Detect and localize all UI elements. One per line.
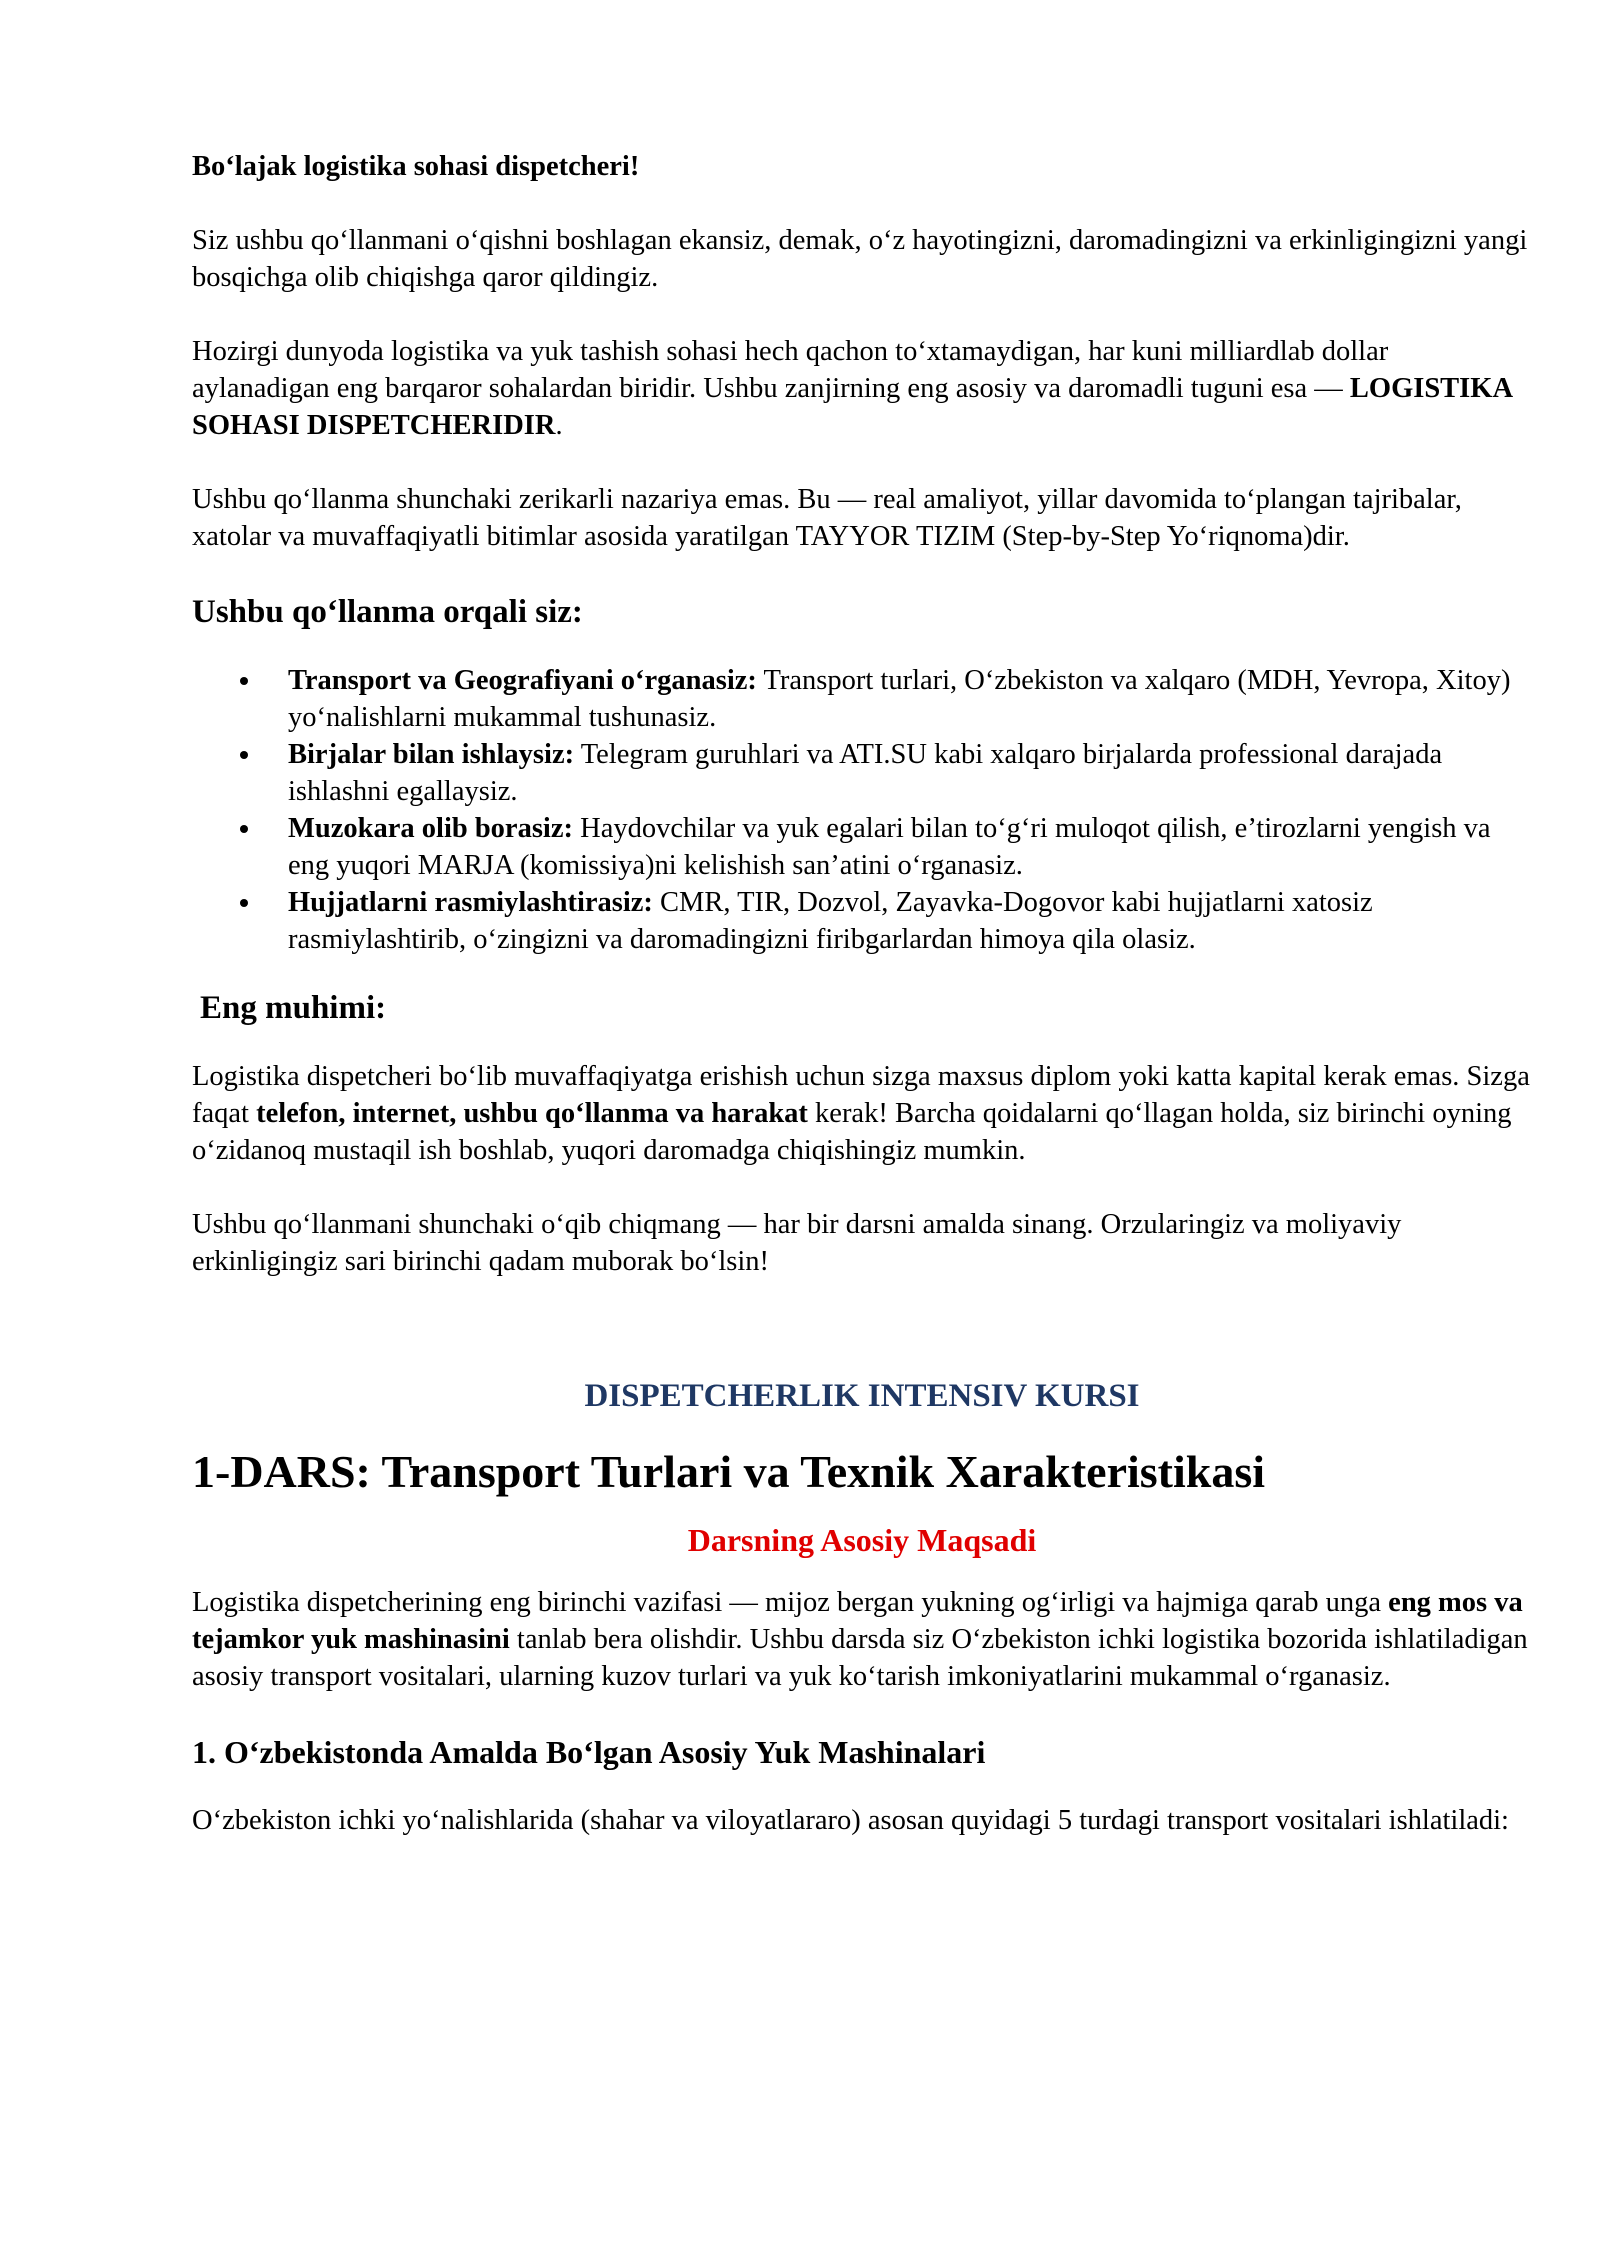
intro-paragraph-1: Siz ushbu qo‘llanmani o‘qishni boshlagan ekansiz, demak, o‘z hayotingizni, daromadingizni va erkinligingizni yangi bosqichga olib chiqishga qaror qildingiz.	[192, 225, 1528, 293]
important-paragraph-1-end: kerak! Barcha qoidalarni qo‘llagan holda, siz birinchi oyning o‘zidanoq mustaqil ish boshlab, yuqori daromadga chiqishingiz mumkin.	[192, 1098, 1512, 1166]
benefits-list	[192, 662, 1532, 958]
important-paragraph-2: Ushbu qo‘llanmani shunchaki o‘qib chiqmang — har bir darsni amalda sinang. Orzularingiz va moliyaviy erkinligingiz sari birinchi qadam muborak bo‘lsin!	[192, 1209, 1402, 1277]
important-heading: Eng muhimi:	[200, 990, 387, 1026]
benefits-heading: Ushbu qo‘llanma orqali siz:	[192, 594, 583, 630]
list-item	[288, 662, 1532, 736]
intro-paragraph-2	[192, 333, 1532, 444]
goal-paragraph-end: tanlab bera olishdir. Ushbu darsda siz O‘zbekiston ichki logistika bozorida ishlatiladigan asosiy transport vositalari, ularning kuzov turlari va yuk ko‘tarish imkoniyatlarini mukammal o‘rganasiz.	[192, 1624, 1528, 1692]
goal-title: Darsning Asosiy Maqsadi	[687, 1522, 1037, 1558]
list-item-bold: Hujjatlarni rasmiylashtirasiz:	[288, 887, 653, 918]
important-paragraph-1	[192, 1058, 1532, 1169]
important-paragraph-1-emphasis: telefon, internet, ushbu qo‘llanma va harakat	[256, 1098, 808, 1129]
list-item-text: Haydovchilar va yuk egalari bilan to‘g‘ri muloqot qilish, e’tirozlarni yengish va eng yuqori MARJA (komissiya)ni kelishish san’atini o‘rganasiz.	[288, 813, 1491, 881]
bullet-icon	[240, 677, 248, 685]
course-title: DISPETCHERLIK INTENSIV KURSI	[584, 1378, 1140, 1414]
goal-paragraph-text: Logistika dispetcherining eng birinchi vazifasi — mijoz bergan yukning og‘irligi va hajmiga qarab unga	[192, 1587, 1389, 1618]
list-item-text: Transport turlari, O‘zbekiston va xalqaro (MDH, Yevropa, Xitoy) yo‘nalishlarni mukammal tushunasiz.	[288, 665, 1511, 733]
goal-paragraph-emphasis: eng mos va tejamkor yuk mashinasini	[192, 1587, 1523, 1655]
list-item-bold: Muzokara olib borasiz:	[288, 813, 573, 844]
intro-paragraph-2-emphasis: LOGISTIKA SOHASI DISPETCHERIDIR	[192, 373, 1512, 441]
section-1-title: 1. O‘zbekistonda Amalda Bo‘lgan Asosiy Yuk Mashinalari	[192, 1734, 986, 1770]
intro-paragraph-3: Ushbu qo‘llanma shunchaki zerikarli nazariya emas. Bu — real amaliyot, yillar davomida to‘plangan tajribalar, xatolar va muvaffaqiyatli bitimlar asosida yaratilgan TAYYOR TIZIM (Step-by-Step Yo‘riqnoma)dir.	[192, 484, 1462, 552]
intro-paragraph-2-end: .	[555, 410, 563, 441]
section-1-paragraph: O‘zbekiston ichki yo‘nalishlarida (shahar va viloyatlararo) asosan quyidagi 5 turdagi transport vositalari ishlatiladi:	[192, 1805, 1509, 1836]
bullet-icon	[240, 899, 248, 907]
list-item	[288, 810, 1532, 884]
list-item-text: CMR, TIR, Dozvol, Zayavka-Dogovor kabi hujjatlarni xatosiz rasmiylashtirib, o‘zingizni va daromadingizni firibgarlardan himoya qila olasiz.	[288, 887, 1373, 955]
lesson-title: 1-DARS: Transport Turlari va Texnik Xarakteristikasi	[192, 1446, 1266, 1497]
list-item-bold: Transport va Geografiyani o‘rganasiz:	[288, 665, 757, 696]
goal-paragraph	[192, 1584, 1532, 1695]
intro-title: Bo‘lajak logistika sohasi dispetcheri!	[192, 151, 640, 182]
intro-paragraph-2-text: Hozirgi dunyoda logistika va yuk tashish sohasi hech qachon to‘xtamaydigan, har kuni milliardlab dollar aylanadigan eng barqaror sohalardan biridir. Ushbu zanjirning eng asosiy va daromadli tuguni esa —	[192, 336, 1389, 404]
list-item-text: Telegram guruhlari va ATI.SU kabi xalqaro birjalarda professional darajada ishlashni egallaysiz.	[288, 739, 1443, 807]
list-item	[288, 884, 1532, 958]
list-item	[288, 736, 1532, 810]
bullet-icon	[240, 825, 248, 833]
document-content	[192, 148, 1532, 1876]
bullet-icon	[240, 751, 248, 759]
important-paragraph-1-text: Logistika dispetcheri bo‘lib muvaffaqiyatga erishish uchun sizga maxsus diplom yoki katta kapital kerak emas. Sizga faqat	[192, 1061, 1530, 1129]
list-item-bold: Birjalar bilan ishlaysiz:	[288, 739, 575, 770]
